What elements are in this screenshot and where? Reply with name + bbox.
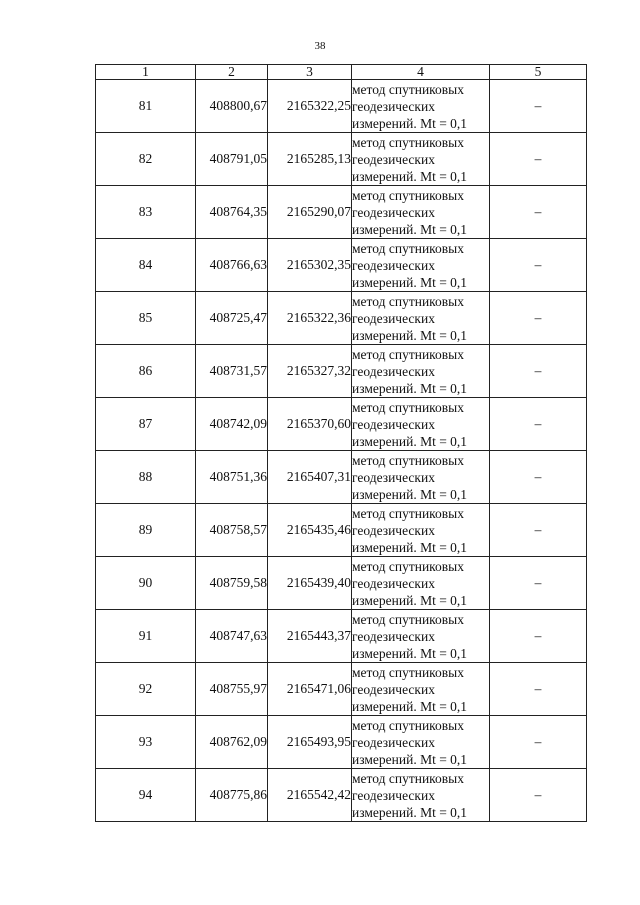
point-number-cell: 89 (96, 504, 196, 557)
method-line: метод спутниковых (352, 293, 464, 309)
method-line: измерений. Mt = 0,1 (352, 380, 468, 396)
method-cell (352, 504, 490, 557)
x-coordinate-cell: 408764,35 (196, 186, 268, 239)
x-coordinate-cell: 408775,86 (196, 769, 268, 822)
x-coordinate-cell: 408725,47 (196, 292, 268, 345)
table-row (96, 716, 587, 769)
method-line: метод спутниковых (352, 664, 464, 680)
header-cell-point-number: 1 (96, 65, 196, 80)
header-row (96, 65, 587, 80)
description-cell: – (490, 716, 587, 769)
point-number-cell: 87 (96, 398, 196, 451)
method-cell (352, 133, 490, 186)
header-cell-y: 3 (268, 65, 352, 80)
x-coordinate-cell: 408759,58 (196, 557, 268, 610)
y-coordinate-cell: 2165285,13 (268, 133, 352, 186)
point-number-cell: 94 (96, 769, 196, 822)
point-number-cell: 90 (96, 557, 196, 610)
method-cell (352, 345, 490, 398)
header-cell-description: 5 (490, 65, 587, 80)
table-row (96, 610, 587, 663)
method-line: измерений. Mt = 0,1 (352, 645, 468, 661)
method-line: метод спутниковых (352, 399, 464, 415)
point-number-cell: 86 (96, 345, 196, 398)
method-line: метод спутниковых (352, 346, 464, 362)
method-line: метод спутниковых (352, 134, 464, 150)
method-line: геодезических (352, 787, 435, 803)
method-line: геодезических (352, 310, 435, 326)
table-row (96, 769, 587, 822)
description-cell: – (490, 239, 587, 292)
method-line: метод спутниковых (352, 770, 464, 786)
method-line: измерений. Mt = 0,1 (352, 751, 468, 767)
y-coordinate-cell: 2165542,42 (268, 769, 352, 822)
x-coordinate-cell: 408791,05 (196, 133, 268, 186)
method-cell (352, 80, 490, 133)
method-line: метод спутниковых (352, 558, 464, 574)
method-line: измерений. Mt = 0,1 (352, 327, 468, 343)
method-cell (352, 557, 490, 610)
method-line: измерений. Mt = 0,1 (352, 804, 468, 820)
y-coordinate-cell: 2165443,37 (268, 610, 352, 663)
description-cell: – (490, 451, 587, 504)
method-cell (352, 769, 490, 822)
table-row (96, 557, 587, 610)
method-line: геодезических (352, 681, 435, 697)
method-line: геодезических (352, 98, 435, 114)
method-line: геодезических (352, 734, 435, 750)
description-cell: – (490, 345, 587, 398)
method-line: измерений. Mt = 0,1 (352, 433, 468, 449)
x-coordinate-cell: 408751,36 (196, 451, 268, 504)
method-cell (352, 716, 490, 769)
table-row (96, 239, 587, 292)
point-number-cell: 84 (96, 239, 196, 292)
method-cell (352, 186, 490, 239)
method-line: измерений. Mt = 0,1 (352, 221, 468, 237)
method-line: метод спутниковых (352, 717, 464, 733)
point-number-cell: 91 (96, 610, 196, 663)
method-line: метод спутниковых (352, 81, 464, 97)
method-line: геодезических (352, 575, 435, 591)
y-coordinate-cell: 2165322,36 (268, 292, 352, 345)
method-line: метод спутниковых (352, 240, 464, 256)
method-line: геодезических (352, 363, 435, 379)
x-coordinate-cell: 408762,09 (196, 716, 268, 769)
method-line: метод спутниковых (352, 187, 464, 203)
method-line: измерений. Mt = 0,1 (352, 168, 468, 184)
y-coordinate-cell: 2165322,25 (268, 80, 352, 133)
page-number: 38 (314, 40, 326, 52)
y-coordinate-cell: 2165407,31 (268, 451, 352, 504)
method-cell (352, 292, 490, 345)
table-row (96, 398, 587, 451)
method-line: измерений. Mt = 0,1 (352, 486, 468, 502)
point-number-cell: 93 (96, 716, 196, 769)
method-line: метод спутниковых (352, 611, 464, 627)
method-line: измерений. Mt = 0,1 (352, 115, 468, 131)
x-coordinate-cell: 408758,57 (196, 504, 268, 557)
table-row (96, 292, 587, 345)
table-row (96, 186, 587, 239)
method-line: геодезических (352, 151, 435, 167)
description-cell: – (490, 504, 587, 557)
y-coordinate-cell: 2165302,35 (268, 239, 352, 292)
description-cell: – (490, 769, 587, 822)
method-line: геодезических (352, 204, 435, 220)
x-coordinate-cell: 408742,09 (196, 398, 268, 451)
description-cell: – (490, 557, 587, 610)
y-coordinate-cell: 2165327,32 (268, 345, 352, 398)
method-cell (352, 451, 490, 504)
y-coordinate-cell: 2165439,40 (268, 557, 352, 610)
description-cell: – (490, 133, 587, 186)
header-cell-method: 4 (352, 65, 490, 80)
method-line: метод спутниковых (352, 452, 464, 468)
point-number-cell: 81 (96, 80, 196, 133)
description-cell: – (490, 610, 587, 663)
x-coordinate-cell: 408766,63 (196, 239, 268, 292)
method-cell (352, 239, 490, 292)
table-row (96, 80, 587, 133)
table-row (96, 133, 587, 186)
method-line: измерений. Mt = 0,1 (352, 698, 468, 714)
table-header (96, 65, 587, 80)
table-row (96, 663, 587, 716)
method-cell (352, 610, 490, 663)
table-row (96, 345, 587, 398)
method-line: измерений. Mt = 0,1 (352, 274, 468, 290)
y-coordinate-cell: 2165435,46 (268, 504, 352, 557)
method-line: метод спутниковых (352, 505, 464, 521)
description-cell: – (490, 80, 587, 133)
header-cell-x: 2 (196, 65, 268, 80)
point-number-cell: 82 (96, 133, 196, 186)
x-coordinate-cell: 408800,67 (196, 80, 268, 133)
method-cell (352, 663, 490, 716)
method-cell (352, 398, 490, 451)
table-row (96, 504, 587, 557)
method-line: геодезических (352, 469, 435, 485)
method-line: измерений. Mt = 0,1 (352, 592, 468, 608)
table-body (96, 80, 587, 822)
description-cell: – (490, 663, 587, 716)
method-line: измерений. Mt = 0,1 (352, 539, 468, 555)
description-cell: – (490, 398, 587, 451)
coordinates-table (95, 64, 587, 822)
point-number-cell: 92 (96, 663, 196, 716)
x-coordinate-cell: 408747,63 (196, 610, 268, 663)
method-line: геодезических (352, 416, 435, 432)
point-number-cell: 83 (96, 186, 196, 239)
description-cell: – (490, 292, 587, 345)
y-coordinate-cell: 2165290,07 (268, 186, 352, 239)
method-line: геодезических (352, 522, 435, 538)
description-cell: – (490, 186, 587, 239)
method-line: геодезических (352, 628, 435, 644)
y-coordinate-cell: 2165493,95 (268, 716, 352, 769)
y-coordinate-cell: 2165471,06 (268, 663, 352, 716)
point-number-cell: 85 (96, 292, 196, 345)
method-line: геодезических (352, 257, 435, 273)
point-number-cell: 88 (96, 451, 196, 504)
y-coordinate-cell: 2165370,60 (268, 398, 352, 451)
table-row (96, 451, 587, 504)
x-coordinate-cell: 408731,57 (196, 345, 268, 398)
x-coordinate-cell: 408755,97 (196, 663, 268, 716)
